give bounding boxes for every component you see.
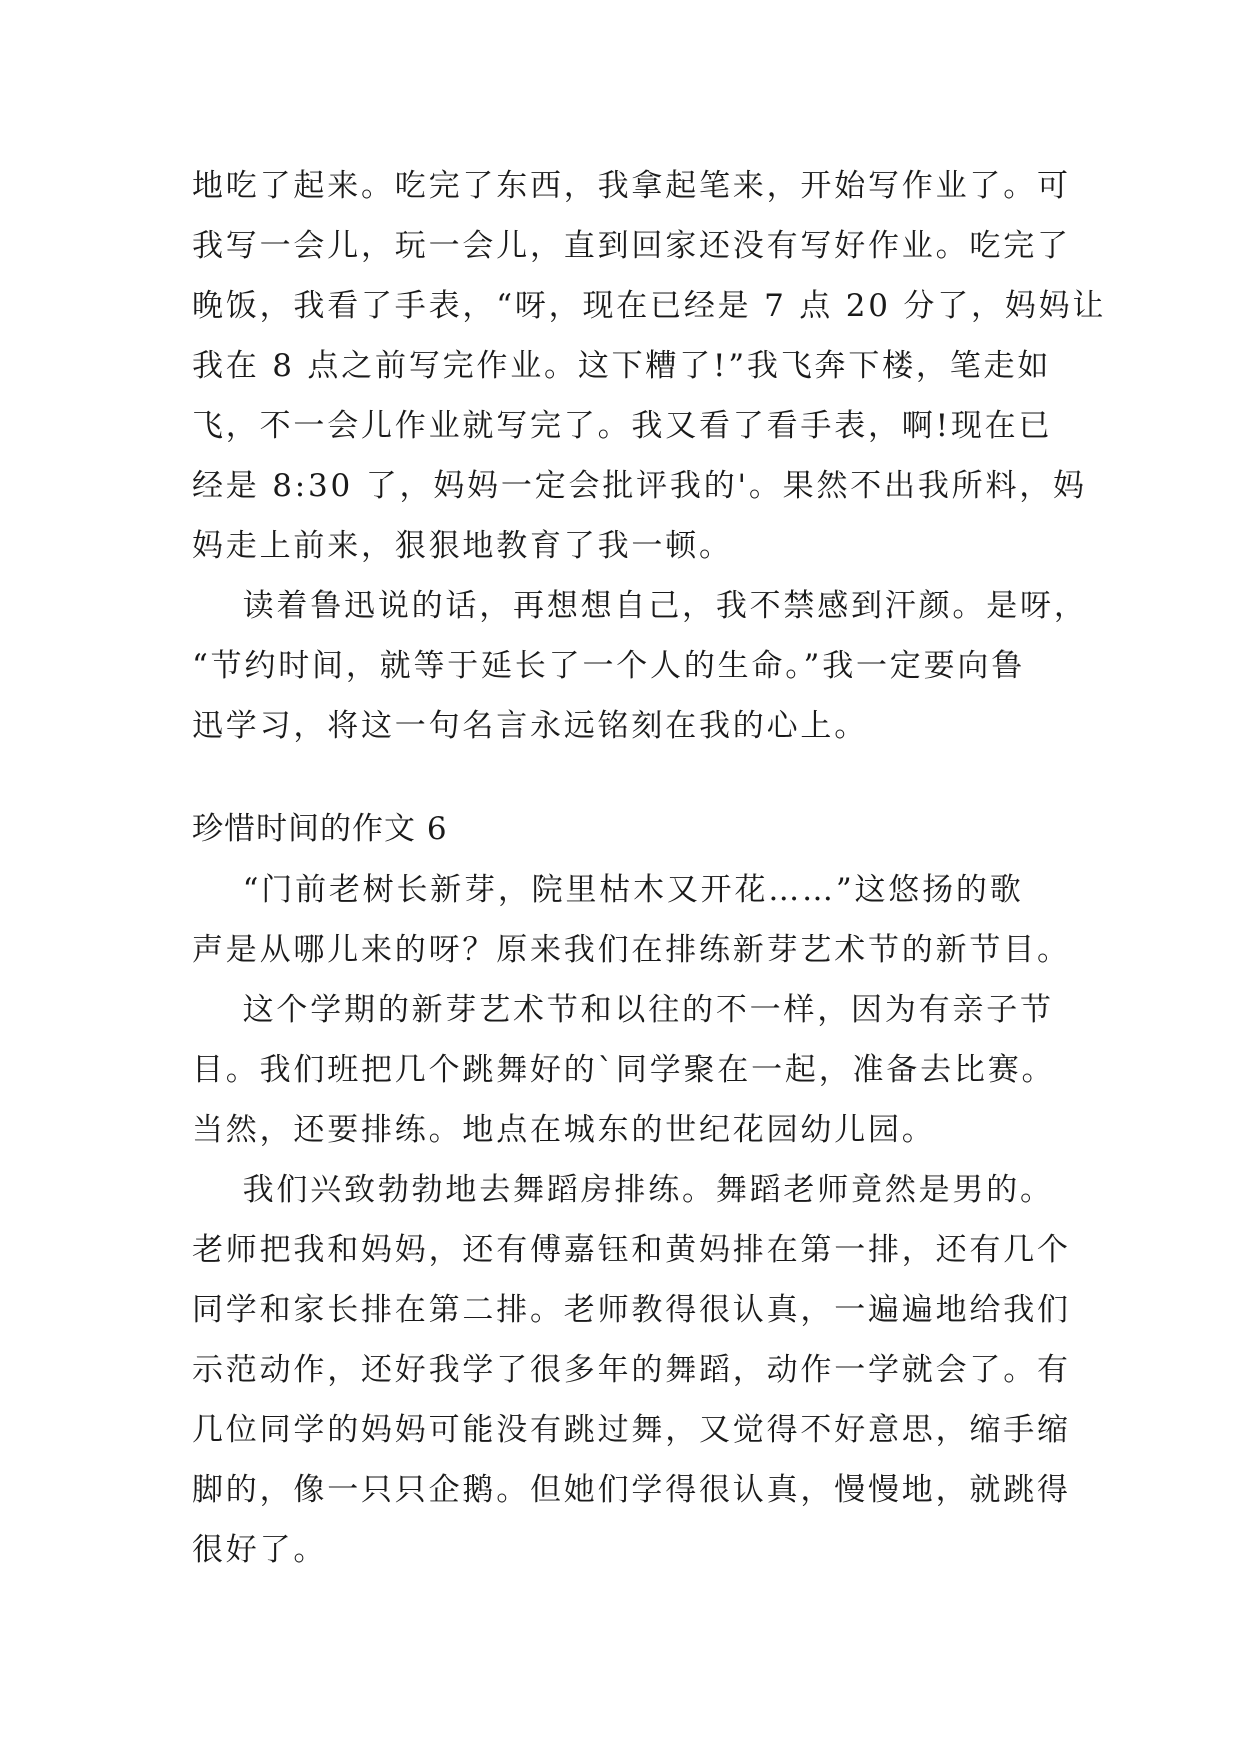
text-line: 几位同学的妈妈可能没有跳过舞，又觉得不好意思，缩手缩: [192, 1412, 1071, 1448]
text-line: 迅学习，将这一句名言永远铭刻在我的心上。: [192, 708, 868, 744]
text-line: “门前老树长新芽，院里枯木又开花……”这悠扬的歌: [192, 872, 1024, 908]
text-line: “节约时间，就等于延长了一个人的生命。”我一定要向鲁: [192, 648, 1025, 684]
essay-title: 珍惜时间的作文 6: [192, 811, 448, 847]
text-line: 地吃了起来。吃完了东西，我拿起笔来，开始写作业了。可: [192, 168, 1071, 204]
text-line: 我写一会儿，玩一会儿，直到回家还没有写好作业。吃完了: [192, 228, 1071, 264]
text-line: 很好了。: [192, 1532, 328, 1568]
text-line: 晚饭，我看了手表，“呀，现在已经是 7 点 20 分了，妈妈让: [192, 288, 1107, 324]
text-line: 老师把我和妈妈，还有傅嘉钰和黄妈排在第一排，还有几个: [192, 1232, 1071, 1268]
text-line: 同学和家长排在第二排。老师教得很认真，一遍遍地给我们: [192, 1292, 1071, 1328]
text-line: 经是 8:30 了，妈妈一定会批评我的'。果然不出我所料，妈: [192, 468, 1087, 504]
text-line: 我们兴致勃勃地去舞蹈房排练。舞蹈老师竟然是男的。: [192, 1172, 1054, 1208]
text-line: 声是从哪儿来的呀？原来我们在排练新芽艺术节的新节目。: [192, 932, 1071, 968]
text-line: 这个学期的新芽艺术节和以往的不一样，因为有亲子节: [192, 992, 1054, 1028]
text-line: 示范动作，还好我学了很多年的舞蹈，动作一学就会了。有: [192, 1352, 1071, 1388]
text-line: 目。我们班把几个跳舞好的`同学聚在一起，准备去比赛。: [192, 1052, 1056, 1088]
text-line: 当然，还要排练。地点在城东的世纪花园幼儿园。: [192, 1112, 936, 1148]
text-line: 读着鲁迅说的话，再想想自己，我不禁感到汗颜。是呀，: [192, 588, 1088, 624]
text-line: 我在 8 点之前写完作业。这下糟了!”我飞奔下楼，笔走如: [192, 348, 1052, 384]
text-line: 飞，不一会儿作业就写完了。我又看了看手表，啊!现在已: [192, 408, 1053, 444]
text-line: 妈走上前来，狠狠地教育了我一顿。: [192, 528, 733, 564]
text-line: 脚的，像一只只企鹅。但她们学得很认真，慢慢地，就跳得: [192, 1472, 1071, 1508]
